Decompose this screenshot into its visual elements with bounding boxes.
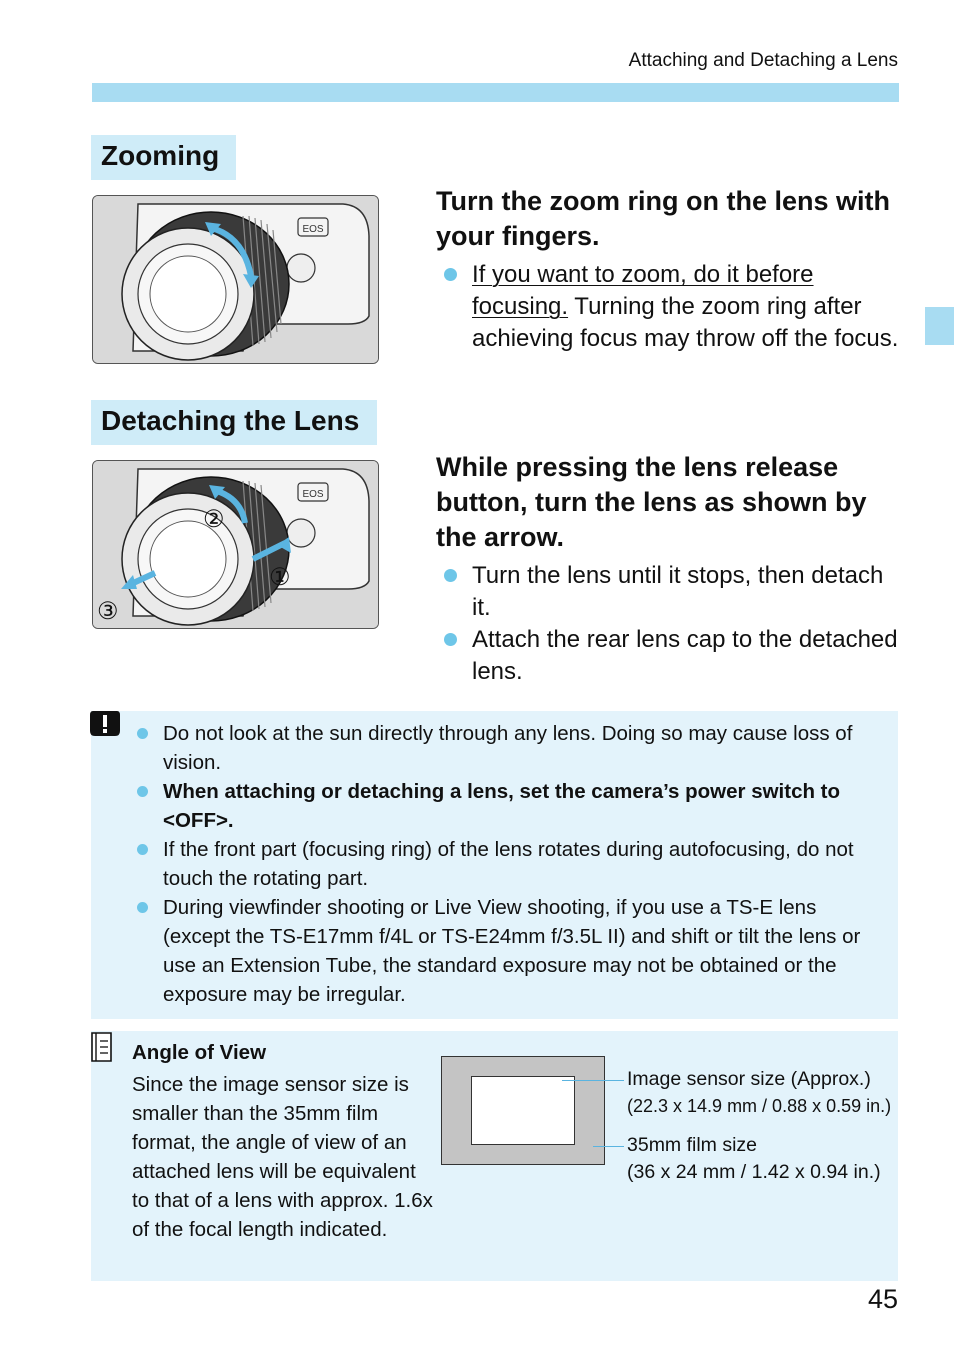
sensor-size-title: Image sensor size (Approx.) <box>627 1068 871 1090</box>
list-item <box>135 893 885 1009</box>
film-size-title: 35mm film size <box>627 1134 758 1156</box>
running-header: Attaching and Detaching a Lens <box>628 50 898 71</box>
list-item <box>135 835 885 893</box>
caution-text: During viewfinder shooting or Live View shooting, if you use a TS-E lens (except the TS-E17mm f/4L or TS-E24mm f/3.5L II) and shift or tilt the lens or use an Extension Tube, the standard exposure may not be obtained or the exposure may be irregular. <box>163 896 861 1006</box>
film-leader-line <box>593 1146 624 1147</box>
memo-title: Angle of View <box>132 1041 267 1064</box>
sensor-size-label <box>627 1066 907 1120</box>
memo-icon <box>89 1031 117 1065</box>
list-item <box>436 259 906 355</box>
zooming-bullets <box>436 259 906 355</box>
zoom-tip-underlined: If you want to zoom, do it before focusing. <box>472 261 814 320</box>
camera-zoom-photo <box>92 195 379 364</box>
detaching-bullets <box>436 560 906 688</box>
list-item <box>135 777 885 835</box>
page-number: 45 <box>867 1284 898 1314</box>
bullet-icon <box>137 902 148 913</box>
bullet-icon <box>444 268 457 281</box>
memo-text: Since the image sensor size is smaller than the 35mm film format, the angle of view of an attached lens will be equivalent to that of a lens with approx. 1.6x of the focal length indicated. <box>132 1073 433 1241</box>
caution-text: When attaching or detaching a lens, set the camera’s power switch to <OFF>. <box>163 780 841 832</box>
bullet-text: Turn the lens until it stops, then detach it. <box>472 562 884 621</box>
zooming-heading: Turn the zoom ring on the lens with your fingers. <box>436 186 890 251</box>
bullet-text: Attach the rear lens cap to the detached lens. <box>472 626 898 685</box>
svg-text:EOS: EOS <box>302 489 324 500</box>
sensor-leader-line <box>562 1080 624 1081</box>
bullet-icon <box>137 844 148 855</box>
list-item <box>436 560 906 624</box>
bullet-icon <box>137 786 148 797</box>
caution-icon <box>89 709 121 739</box>
svg-text:EOS: EOS <box>302 224 324 235</box>
film-size-label <box>627 1132 907 1186</box>
caution-text: If the front part (focusing ring) of the lens rotates during autofocusing, do not touch the rotating part. <box>163 838 854 890</box>
list-item <box>436 624 906 688</box>
chapter-tab <box>925 307 954 345</box>
camera-detach-photo <box>92 460 379 629</box>
camera-zoom-illustration <box>93 196 378 363</box>
caution-list <box>135 719 885 1009</box>
marker-1: ① <box>269 564 291 591</box>
marker-2: ② <box>203 506 225 533</box>
sensor-frame-diagram <box>471 1076 575 1145</box>
camera-detach-illustration <box>93 461 378 628</box>
header-bar <box>92 83 899 102</box>
detaching-heading: While pressing the lens release button, turn the lens as shown by the arrow. <box>436 452 867 552</box>
bullet-icon <box>444 633 457 646</box>
zoom-tip-text: Turning the zoom ring after achieving focus may throw off the focus. <box>472 293 899 352</box>
caution-text: Do not look at the sun directly through any lens. Doing so may cause loss of vision. <box>163 722 853 774</box>
marker-3: ③ <box>97 598 119 625</box>
sensor-size-dims: (22.3 x 14.9 mm / 0.88 x 0.59 in.) <box>627 1096 892 1116</box>
section-title-zooming: Zooming <box>91 135 236 180</box>
section-title-detaching: Detaching the Lens <box>91 400 377 445</box>
list-item <box>135 719 885 777</box>
film-size-dims: (36 x 24 mm / 1.42 x 0.94 in.) <box>627 1161 881 1183</box>
bullet-icon <box>137 728 148 739</box>
bullet-icon <box>444 569 457 582</box>
